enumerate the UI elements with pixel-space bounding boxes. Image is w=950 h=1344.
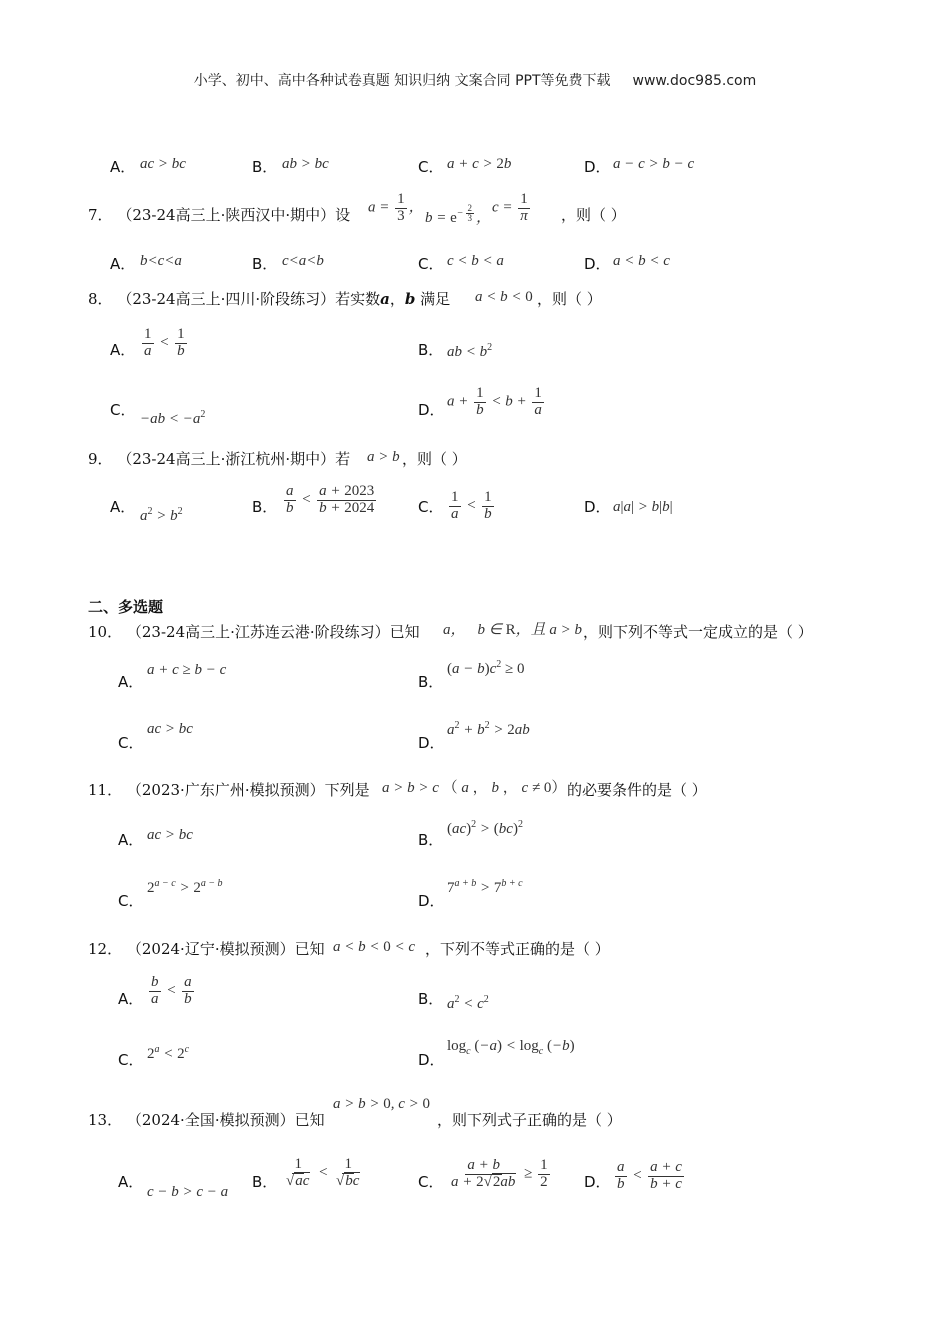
option-b-label: B． (252, 158, 278, 176)
option-b-math: (ac)$^2$ > (bc)$^2$ (447, 819, 523, 837)
question-number: 7． (88, 206, 113, 224)
question-number: 8． (88, 290, 113, 308)
question-source: （2024·辽宁·模拟预测）已知 (126, 940, 325, 958)
option-d-label: D． (418, 401, 445, 419)
option-c-math: ac > bc (147, 721, 193, 737)
question-number: 9． (88, 450, 113, 468)
option-d-math: a|a| > b|b| (613, 499, 673, 515)
option-d-label: D． (584, 158, 611, 176)
option-a-math: ac > bc (140, 156, 186, 172)
option-d-label: D． (418, 1051, 445, 1069)
option-a-label: A． (118, 1173, 144, 1191)
option-d-math: a + $\frac{1}{b}$ < b + $\frac{1}{a}$ (447, 385, 542, 418)
question-number: 12． (88, 940, 123, 958)
q7-a-def: a = $\frac{1}{3}$ ， (368, 191, 424, 224)
option-a-label: A． (110, 498, 136, 516)
question-tail: ，则（ ） (402, 450, 467, 468)
option-d-label: D． (584, 255, 611, 273)
option-c-label: C． (418, 255, 444, 273)
option-a-label: A． (110, 158, 136, 176)
option-d-label: D． (584, 498, 611, 516)
question-number: 13． (88, 1111, 123, 1129)
option-a-label: A． (118, 673, 144, 691)
option-c-label: C． (118, 1051, 144, 1069)
question-source: （23-24高三上·江苏连云港·阶段练习）已知 (126, 623, 420, 641)
option-b-math: $(a - b)c^2 \ge 0$ (447, 659, 525, 677)
option-d-math: $7^{a + b} > 7^{b + c}$ (447, 878, 523, 896)
option-a-label: A． (110, 255, 136, 273)
option-c-math: $2^{a - c} > 2^{a - b}$ (147, 878, 223, 896)
header-text: 小学、初中、高中各种试卷真题 知识归纳 文案合同 PPT等免费下载 (193, 73, 611, 89)
option-b-label: B． (418, 990, 444, 1008)
option-a-label: A． (118, 831, 144, 849)
question-number: 11． (88, 781, 123, 799)
question-source: （23-24高三上·四川·阶段练习）若实数 (117, 290, 381, 308)
option-a-math: c − b > c − a (147, 1184, 229, 1200)
question-tail: 的必要条件的是（ ） (567, 781, 707, 799)
page-header (0, 70, 950, 90)
option-b-label: B． (418, 673, 444, 691)
q9-condition: a > b (367, 449, 400, 465)
option-b-math: $a^2 < c^2$ (447, 994, 489, 1012)
option-c-math: $\frac{a + b}{a + 2√2ab}$ ≥ $\frac{1}{2}$ (451, 1157, 548, 1190)
q8-condition: a < b < 0 (475, 289, 533, 305)
option-b-math: $\frac{1}{√ac}$ < $\frac{1}{√bc}$ (286, 1156, 360, 1189)
q13-condition: a > b > 0, c > 0 (333, 1096, 431, 1112)
q7-c-def: c = $\frac{1}{\pi}$ (492, 191, 528, 224)
option-d-math: a − c > b − c (613, 156, 695, 172)
question-tail: ，则下列式子正确的是（ ） (437, 1111, 622, 1129)
option-a-math: $\frac{1}{a}$ < $\frac{1}{b}$ (144, 326, 185, 359)
question-tail: ，则下列不等式一定成立的是（ ） (583, 623, 813, 641)
section-title: 二、多选题 (88, 598, 164, 616)
option-b-math: $\frac{a}{b}$ < $\frac{a + 2023}{b + 2024}$ (286, 483, 375, 516)
option-c-math: $\frac{1}{a}$ < $\frac{1}{b}$ (451, 489, 492, 522)
option-a-label: A． (110, 341, 136, 359)
question-source: （23-24高三上·浙江杭州·期中）若 (117, 450, 351, 468)
option-d-math: $\log_c (-a) < \log_c (-b)$ (447, 1038, 575, 1057)
option-b-label: B． (418, 341, 444, 359)
option-b-math: c<a<b (282, 253, 324, 269)
question-source: （2024·全国·模拟预测）已知 (126, 1111, 325, 1129)
option-a-math: ac > bc (147, 827, 193, 843)
question-number: 10． (88, 623, 123, 641)
option-d-label: D． (418, 892, 445, 910)
q11-condition: a > b > c （ a ， b ， c ≠ 0） (382, 780, 567, 796)
option-b-math: ab > bc (282, 156, 329, 172)
option-d-math: a < b < c (613, 253, 670, 269)
option-d-label: D． (418, 734, 445, 752)
option-b-math: ab < $b^2$ (447, 342, 493, 360)
q12-condition: a < b < 0 < c (333, 939, 416, 955)
option-a-math: b<c<a (140, 253, 182, 269)
q10-condition: a， b ∈ R，且 a > b (443, 622, 582, 638)
option-a-label: A． (118, 990, 144, 1008)
question-source: （2023·广东广州·模拟预测）下列是 (126, 781, 370, 799)
option-b-label: B． (418, 831, 444, 849)
option-c-math: c < b < a (447, 253, 504, 269)
option-d-math: $a^2 + b^2 > 2ab$ (447, 720, 530, 738)
option-c-label: C． (118, 892, 144, 910)
question-tail: ，则（ ） (561, 206, 626, 224)
question-tail: ，则（ ） (537, 290, 602, 308)
option-b-label: B． (252, 255, 278, 273)
option-c-math: $-ab < -a^2$ (140, 409, 206, 427)
option-c-label: C． (110, 401, 136, 419)
q7-b-def: $b = e^{- \frac{2}{3}}$ ， (425, 203, 492, 227)
option-a-math: $a^2 > b^2$ (140, 506, 183, 524)
option-c-label: C． (118, 734, 144, 752)
option-a-math: $\frac{b}{a}$ < $\frac{a}{b}$ (151, 974, 192, 1007)
option-c-label: C． (418, 158, 444, 176)
option-b-label: B． (252, 1173, 278, 1191)
option-d-label: D． (584, 1173, 611, 1191)
option-b-label: B． (252, 498, 278, 516)
option-c-label: C． (418, 498, 444, 516)
option-d-math: $\frac{a}{b}$ < $\frac{a + c}{b + c}$ (617, 1159, 682, 1192)
option-a-math: a + c ≥ b − c (147, 662, 227, 678)
option-c-math: $2^a < 2^c$ (147, 1044, 190, 1062)
option-c-label: C． (418, 1173, 444, 1191)
option-c-math: a + c > 2b (447, 156, 512, 172)
header-url: www.doc985.com (632, 73, 757, 89)
question-source: （23-24高三上·陕西汉中·期中）设 (117, 206, 351, 224)
question-tail: ，下列不等式正确的是（ ） (425, 940, 610, 958)
